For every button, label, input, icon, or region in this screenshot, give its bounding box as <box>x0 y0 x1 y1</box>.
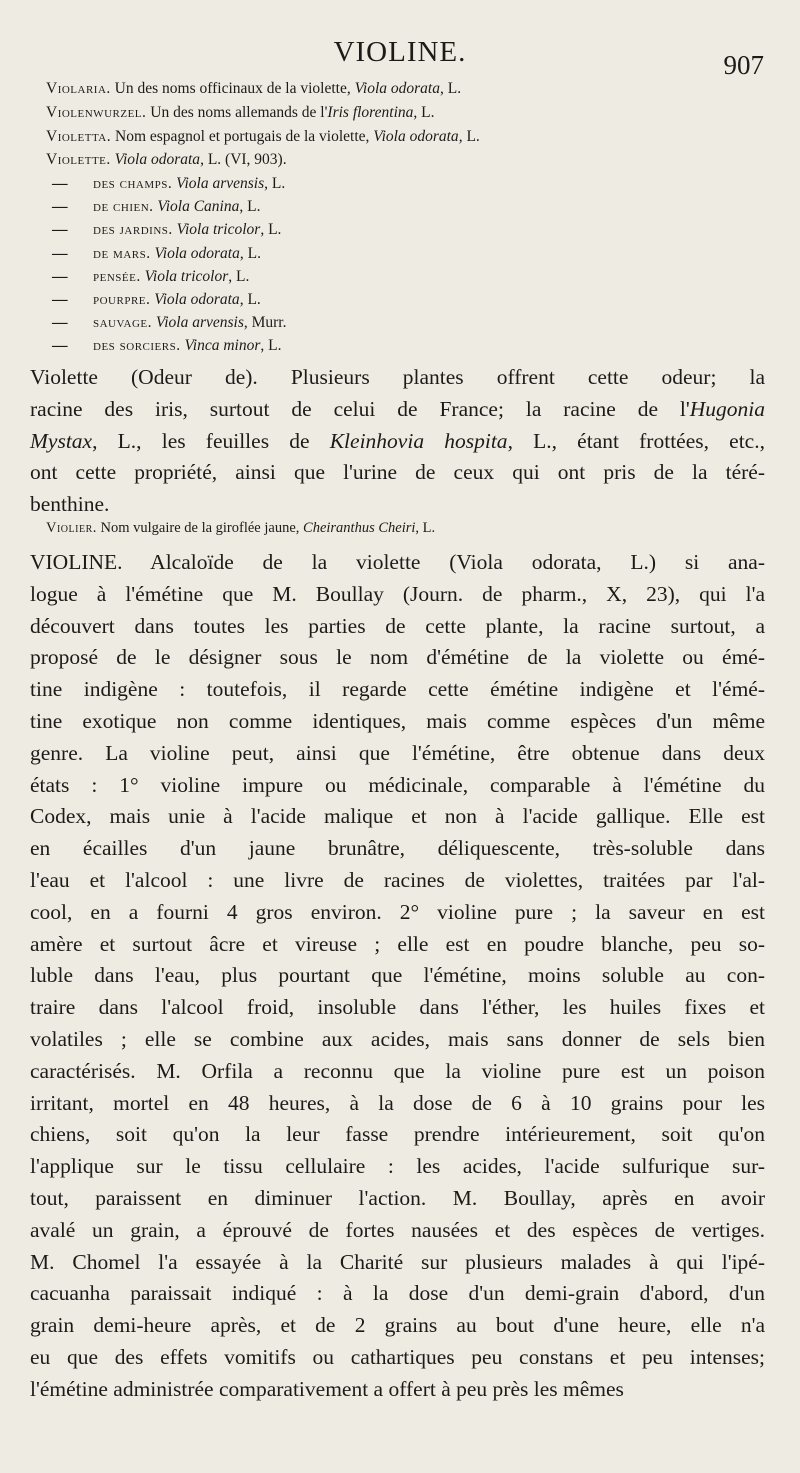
text-run: , L., les feuilles de <box>92 428 330 453</box>
entry-violetta <box>46 128 766 146</box>
text-line: luble dans l'eau, plus pourtant que l'émétine, moins soluble au con- <box>30 963 765 988</box>
entry-suffix: , L. <box>413 104 435 121</box>
dash-mark: — <box>52 291 68 308</box>
text-line <box>30 394 765 426</box>
entry-term: Violier. <box>46 520 97 536</box>
text-line: l'applique sur le tissu cellulaire : les acides, l'acide sulfurique sur- <box>30 1154 765 1179</box>
text-line: caractérisés. M. Orfila a reconnu que la violine pure est un poison <box>30 1058 765 1083</box>
subentry-suffix: , L. <box>239 245 261 262</box>
text-line: ont cette propriété, ainsi que l'urine de ceux qui ont pris de la téré- <box>30 460 765 485</box>
text-line: VIOLINE. Alcaloïde de la violette (Viola odorata, L.) si ana- <box>30 550 765 574</box>
text-line: tout, paraissent en diminuer l'action. M. Boullay, après en avoir <box>30 1185 765 1210</box>
entry-text: Un des noms allemands de l' <box>146 104 328 121</box>
entry-violier <box>46 520 766 537</box>
entry-term: Violetta. <box>46 128 112 145</box>
entry-suffix: , L. <box>440 80 462 97</box>
subentry <box>52 175 733 193</box>
paragraph-violette-odeur <box>30 362 765 521</box>
subentry-latin: Vinca minor <box>184 337 261 354</box>
subentry-suffix: , L. <box>239 198 261 215</box>
subentry-term: de chien. <box>93 198 154 215</box>
subentry <box>52 245 733 263</box>
entry-text: Nom vulgaire de la giroflée jaune, <box>96 520 304 536</box>
entry-violaria <box>46 80 766 98</box>
text-line <box>30 426 765 458</box>
dash-mark: — <box>52 221 68 238</box>
dash-mark: — <box>52 314 68 331</box>
paragraph-violine <box>30 547 765 1406</box>
text-line: M. Chomel l'a essayée à la Charité sur plusieurs malades à qui l'ipé- <box>30 1249 765 1274</box>
subentry <box>52 314 733 332</box>
text-line: chiens, soit qu'on la leur fasse prendre intérieurement, soit qu'on <box>30 1122 765 1147</box>
entry-latin: Viola odorata <box>354 80 440 97</box>
dash-mark: — <box>52 175 68 192</box>
dash-mark: — <box>52 198 68 215</box>
subentry-term: pensée. <box>93 268 141 285</box>
text-line: irritant, mortel en 48 heures, à la dose de 6 à 10 grains pour les <box>30 1090 765 1115</box>
latin-run: Hugonia <box>689 396 765 421</box>
entry-violenwurzel <box>46 104 766 122</box>
text-line: grain demi-heure après, et de 2 grains au bout d'une heure, elle n'a <box>30 1313 765 1338</box>
text-line: états : 1° violine impure ou médicinale, comparable à l'émétine du <box>30 772 765 797</box>
subentry-suffix: , Murr. <box>243 314 287 331</box>
subentry <box>52 337 733 355</box>
entry-term: Violaria. <box>46 80 111 97</box>
dash-mark: — <box>52 337 68 354</box>
entry-violette <box>46 151 766 169</box>
entry-latin: Viola odorata <box>114 151 201 168</box>
subentry-latin: Viola odorata <box>154 245 240 262</box>
subentry-term: des champs. <box>93 175 173 192</box>
entry-latin: Iris florentina <box>327 104 414 121</box>
dash-mark: — <box>52 268 68 285</box>
text-line: découvert dans toutes les parties de cette plante, la racine surtout, a <box>30 613 765 638</box>
latin-run: Mystax <box>30 428 93 453</box>
subentry-latin: Viola tricolor <box>176 221 261 238</box>
text-line: genre. La violine peut, ainsi que l'émétine, être obtenue dans deux <box>30 740 765 765</box>
subentry-latin: Viola arvensis <box>155 314 244 331</box>
subentry-term: de mars. <box>93 245 151 262</box>
subentry <box>52 268 733 286</box>
text-line: l'émétine administrée comparativement a offert à peu près les mêmes <box>30 1376 624 1401</box>
text-line: Violette (Odeur de). Plusieurs plantes offrent cette odeur; la <box>30 365 765 389</box>
text-line: volatiles ; elle se combine aux acides, mais sans donner de sels bien <box>30 1026 765 1051</box>
subentry-suffix: , L. <box>260 337 282 354</box>
entry-suffix: , L. <box>458 128 480 145</box>
page-number: 907 <box>723 50 764 80</box>
subentry-term: des jardins. <box>93 221 173 238</box>
entry-text: Un des noms officinaux de la violette, <box>110 80 355 97</box>
text-line: Codex, mais unie à l'acide malique et non à l'acide gallique. Elle est <box>30 804 765 829</box>
entry-suffix: , L. <box>415 520 436 536</box>
text-run: racine des iris, surtout de celui de France; la racine de l' <box>30 396 690 421</box>
text-run: , L., étant frottées, etc., <box>507 428 765 453</box>
text-line: traire dans l'alcool froid, insoluble dans l'éther, les huiles fixes et <box>30 995 765 1020</box>
subentry-latin: Viola tricolor <box>144 268 229 285</box>
text-line: avalé un grain, a éprouvé de fortes nausées et des espèces de vertiges. <box>30 1217 765 1242</box>
text-line: tine indigène : toutefois, il regarde cette émétine indigène et l'émé- <box>30 677 765 702</box>
latin-run: Kleinhovia hospita <box>329 428 508 453</box>
text-line: proposé de le désigner sous le nom d'émétine de la violette ou émé- <box>30 645 765 670</box>
subentry-latin: Viola Canina <box>157 198 240 215</box>
subentry-term: sauvage. <box>93 314 153 331</box>
entry-term: Violenwurzel. <box>46 104 147 121</box>
subentry <box>52 198 733 216</box>
entry-term: Violette. <box>46 151 111 168</box>
subentry-suffix: , L. <box>228 268 250 285</box>
dash-mark: — <box>52 245 68 262</box>
running-head: VIOLINE. <box>333 36 467 68</box>
entry-suffix: , L. (VI, 903). <box>200 151 287 168</box>
text-line: eu que des effets vomitifs ou cathartiques peu constans et peu intenses; <box>30 1344 765 1369</box>
subentry-latin: Viola arvensis <box>176 175 265 192</box>
subentry-term: des sorciers. <box>93 337 181 354</box>
subentry <box>52 291 733 309</box>
subentry-suffix: , L. <box>239 291 261 308</box>
subentry <box>52 221 733 239</box>
text-line: tine exotique non comme identiques, mais comme espèces d'un même <box>30 708 765 733</box>
subentry-suffix: , L. <box>260 221 282 238</box>
text-line: cacuanha paraissait indiqué : à la dose d'un demi-grain d'abord, d'un <box>30 1281 765 1306</box>
text-line: en écailles d'un jaune brunâtre, déliquescente, très-soluble dans <box>30 836 765 861</box>
text-line: benthine. <box>30 492 110 517</box>
subentry-term: pourpre. <box>93 291 151 308</box>
entry-text: Nom espagnol et portugais de la violette, <box>111 128 374 145</box>
entry-latin: Cheiranthus Cheiri <box>303 520 416 536</box>
subentry-suffix: , L. <box>264 175 286 192</box>
subentry-latin: Viola odorata <box>154 291 240 308</box>
text-line: cool, en a fourni 4 gros environ. 2° violine pure ; la saveur en est <box>30 899 765 924</box>
text-line: amère et surtout âcre et vireuse ; elle est en poudre blanche, peu so- <box>30 931 765 956</box>
text-line: l'eau et l'alcool : une livre de racines de violettes, traitées par l'al- <box>30 867 765 892</box>
text-line: logue à l'émétine que M. Boullay (Journ. de pharm., X, 23), qui l'a <box>30 581 765 606</box>
entry-latin: Viola odorata <box>373 128 459 145</box>
